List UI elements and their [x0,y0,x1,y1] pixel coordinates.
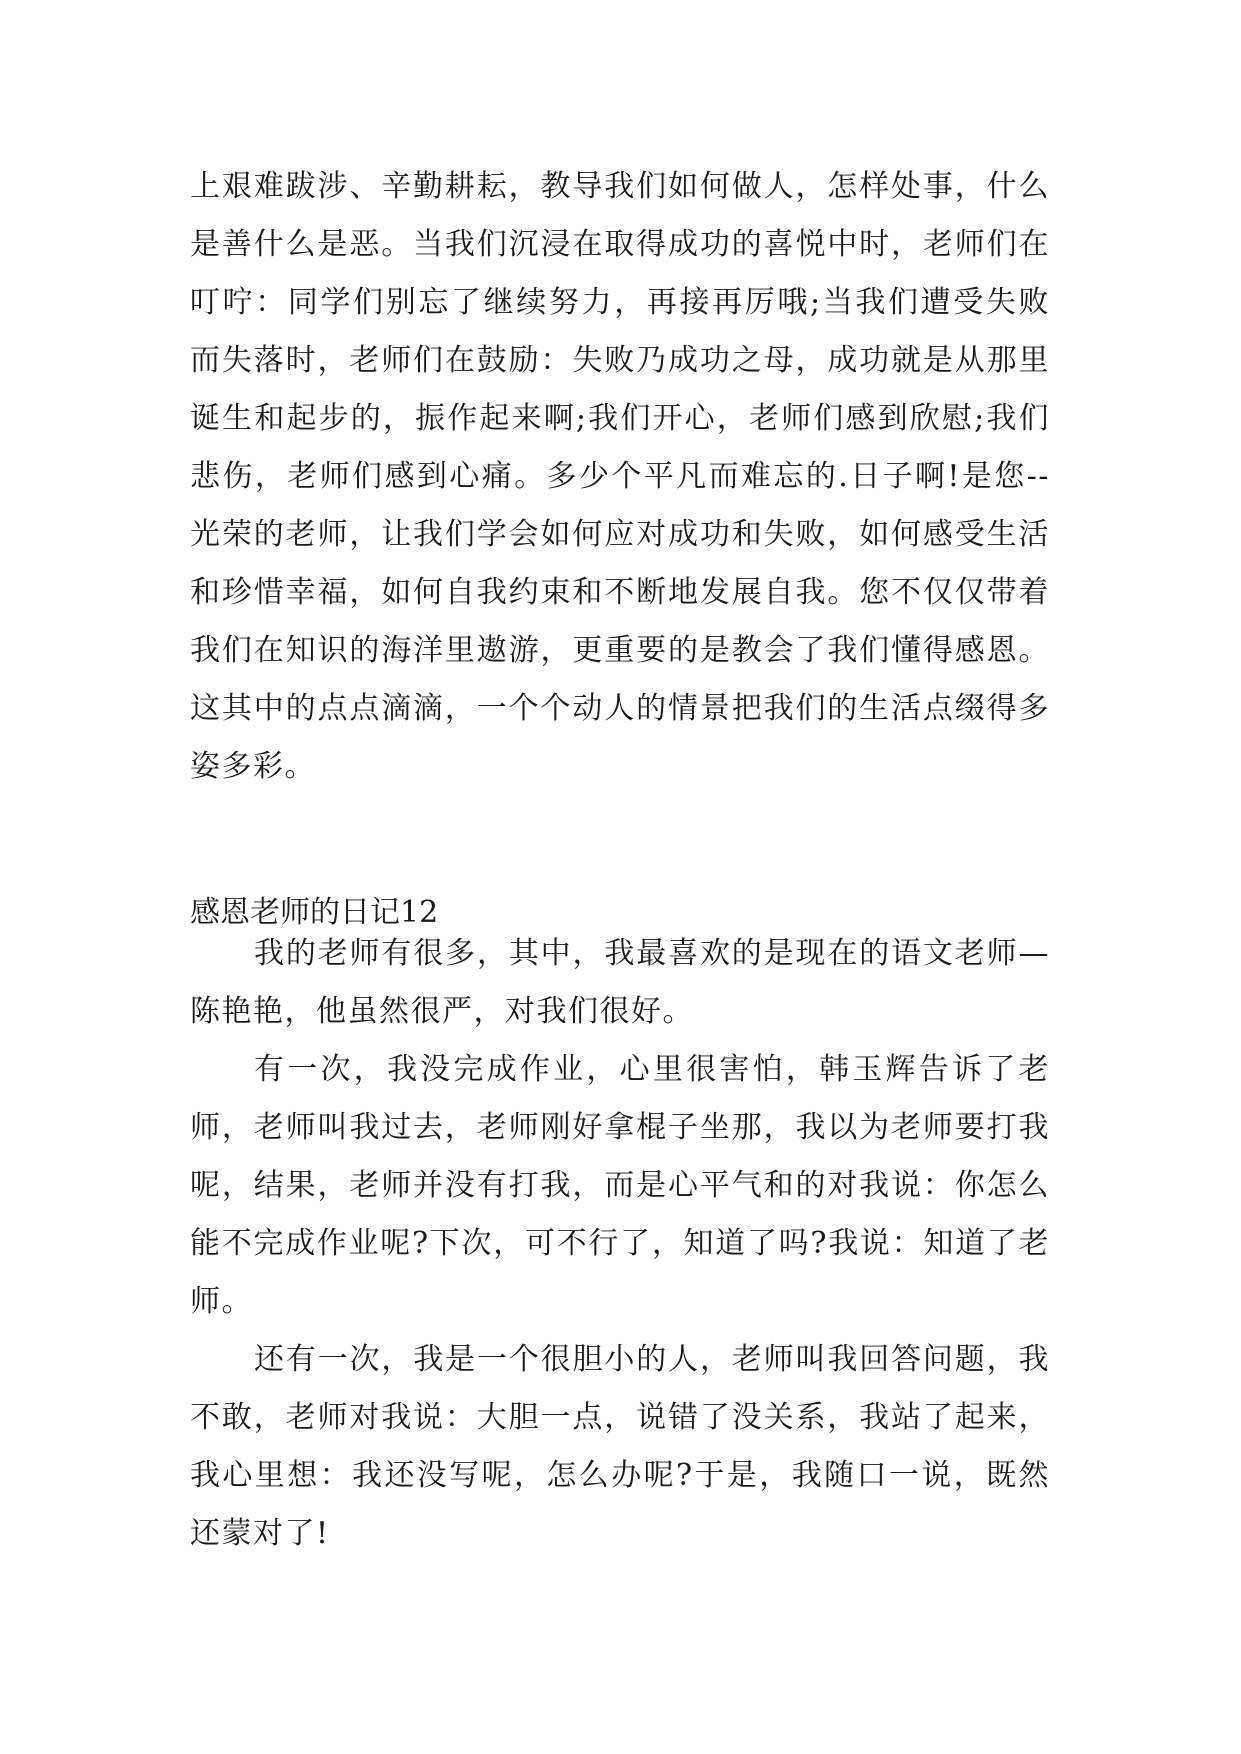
section-body [190,925,1050,1563]
section-title: 感恩老师的日记12 [190,895,439,930]
paragraph: 有一次，我没完成作业，心里很害怕，韩玉辉告诉了老师，老师叫我过去，老师刚好拿棍子坐那，我以为老师要打我呢，结果，老师并没有打我，而是心平气和的对我说：你怎么能不完成作业呢?下次，可不行了，知道了吗?我说：知道了老师。 [190,1052,1050,1319]
continuation-paragraph: 上艰难跋涉、辛勤耕耘，教导我们如何做人，怎样处事，什么是善什么是恶。当我们沉浸在取得成功的喜悦中时，老师们在叮咛：同学们别忘了继续努力，再接再厉哦;当我们遭受失败而失落时，老师们在鼓励：失败乃成功之母，成功就是从那里诞生和起步的，振作起来啊;我们开心，老师们感到欣慰;我们悲伤，老师们感到心痛。多少个平凡而难忘的.日子啊!是您--光荣的老师，让我们学会如何应对成功和失败，如何感受生活和珍惜幸福，如何自我约束和不断地发展自我。您不仅仅带着我们在知识的海洋里遨游，更重要的是教会了我们懂得感恩。这其中的点点滴滴，一个个动人的情景把我们的生活点缀得多姿多彩。 [190,169,1050,784]
paragraph: 我的老师有很多，其中，我最喜欢的是现在的语文老师—陈艳艳，他虽然很严，对我们很好。 [190,936,1050,1029]
paragraph: 还有一次，我是一个很胆小的人，老师叫我回答问题，我不敢，老师对我说：大胆一点，说错了没关系，我站了起来，我心里想：我还没写呢，怎么办呢?于是，我随口一说，既然还蒙对了! [190,1342,1050,1551]
